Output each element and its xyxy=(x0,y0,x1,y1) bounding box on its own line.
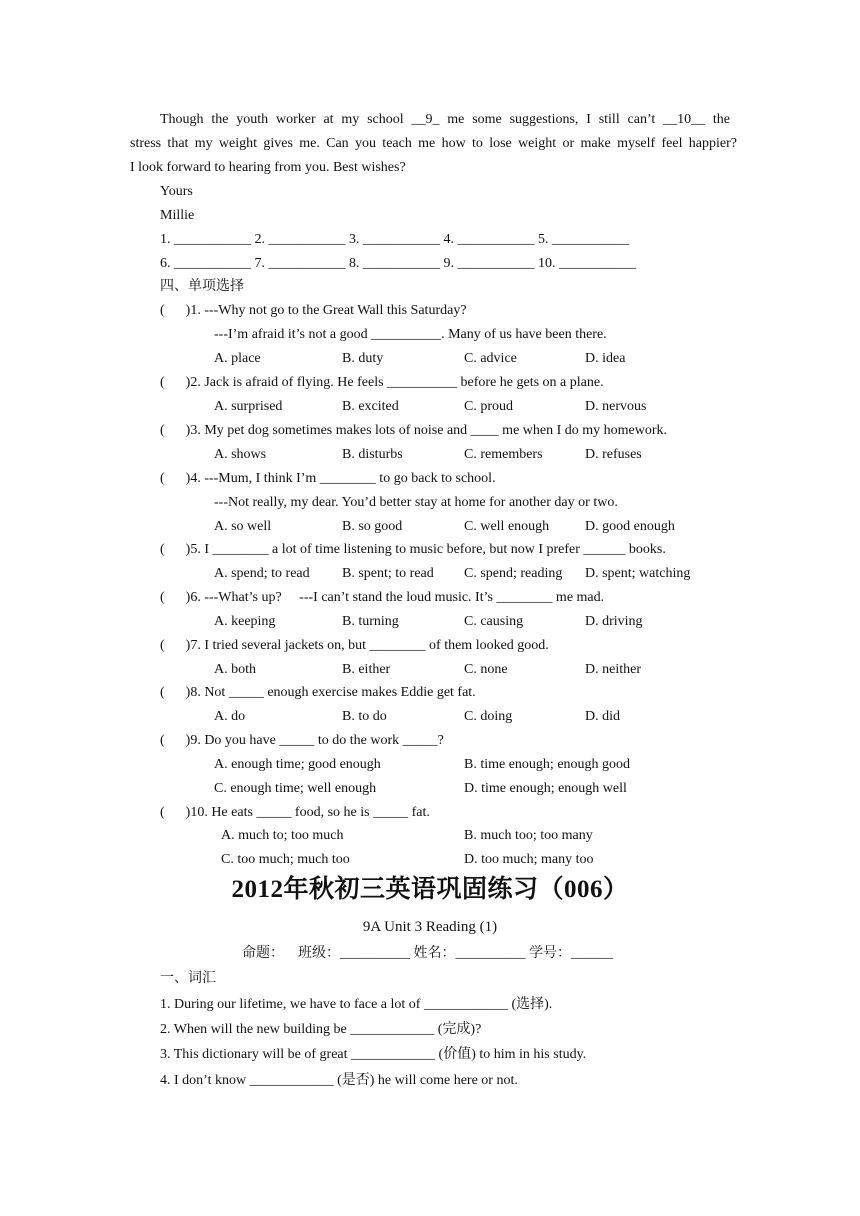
question-7-option-a: A. both xyxy=(214,662,256,677)
question-4-stem: ( )4. ---Mum, I think I’m ________ to go back to school. xyxy=(160,471,496,486)
question-9-option-a: A. enough time; good enough xyxy=(214,757,381,772)
question-6-option-d: D. driving xyxy=(585,614,643,629)
question-10-option-c: C. too much; much too xyxy=(221,852,350,867)
question-9-stem: ( )9. Do you have _____ to do the work _____? xyxy=(160,733,444,748)
question-7-stem: ( )7. I tried several jackets on, but ________ of them looked good. xyxy=(160,638,549,653)
exercise-subtitle: 9A Unit 3 Reading (1) xyxy=(362,919,498,935)
question-2-option-d: D. nervous xyxy=(585,399,647,414)
question-3-stem: ( )3. My pet dog sometimes makes lots of noise and ____ me when I do my homework. xyxy=(160,423,668,438)
question-8-option-b: B. to do xyxy=(342,709,387,724)
question-9-option-d: D. time enough; enough well xyxy=(464,781,627,796)
letter-line-3: I look forward to hearing from you. Best wishes? xyxy=(130,160,406,175)
question-1-extra: ---I’m afraid it’s not a good __________. Many of us have been there. xyxy=(214,327,607,342)
question-1-option-d: D. idea xyxy=(585,351,626,366)
question-2-option-a: A. surprised xyxy=(214,399,283,414)
answer-blanks-row-2: 6. ___________ 7. ___________ 8. ___________ 9. ___________ 10. ___________ xyxy=(160,256,636,271)
section-1-heading: 一、词汇 xyxy=(160,971,216,986)
letter-line-2: stress that my weight gives me. Can you teach me how to lose weight or make myself feel happier? xyxy=(130,136,737,151)
question-8-stem: ( )8. Not _____ enough exercise makes Eddie get fat. xyxy=(160,685,476,700)
question-10-option-d: D. too much; many too xyxy=(464,852,594,867)
question-4-option-c: C. well enough xyxy=(464,519,550,534)
question-5-stem: ( )5. I ________ a lot of time listening to music before, but now I prefer ______ books. xyxy=(160,542,666,557)
question-5-option-d: D. spent; watching xyxy=(585,566,691,581)
question-4-option-b: B. so good xyxy=(342,519,403,534)
question-7-option-b: B. either xyxy=(342,662,391,677)
question-3-option-d: D. refuses xyxy=(585,447,642,462)
vocab-item-2: 2. When will the new building be ____________ (完成)? xyxy=(160,1022,482,1037)
question-4-option-a: A. so well xyxy=(214,519,272,534)
question-3-option-b: B. disturbs xyxy=(342,447,403,462)
question-5-option-c: C. spend; reading xyxy=(464,566,563,581)
question-5-option-b: B. spent; to read xyxy=(342,566,434,581)
question-5-option-a: A. spend; to read xyxy=(214,566,310,581)
question-9-option-c: C. enough time; well enough xyxy=(214,781,377,796)
question-2-option-b: B. excited xyxy=(342,399,399,414)
question-1-stem: ( )1. ---Why not go to the Great Wall this Saturday? xyxy=(160,303,467,318)
question-8-option-a: A. do xyxy=(214,709,246,724)
question-10-stem: ( )10. He eats _____ food, so he is _____ fat. xyxy=(160,805,430,820)
question-2-option-c: C. proud xyxy=(464,399,513,414)
question-3-option-a: A. shows xyxy=(214,447,267,462)
letter-line-1: Though the youth worker at my school __9_ me some suggestions, I still can’t __10__ the xyxy=(160,112,730,127)
question-3-option-c: C. remembers xyxy=(464,447,543,462)
question-1-option-c: C. advice xyxy=(464,351,517,366)
vocab-item-3: 3. This dictionary will be of great ____________ (价值) to him in his study. xyxy=(160,1047,587,1062)
question-7-option-c: C. none xyxy=(464,662,508,677)
question-1-option-b: B. duty xyxy=(342,351,384,366)
letter-closing: Yours xyxy=(160,184,193,199)
vocab-item-1: 1. During our lifetime, we have to face a lot of ____________ (选择). xyxy=(160,997,553,1012)
question-8-option-c: C. doing xyxy=(464,709,513,724)
question-9-option-b: B. time enough; enough good xyxy=(464,757,631,772)
question-6-option-b: B. turning xyxy=(342,614,399,629)
exercise-title: 2012年秋初三英语巩固练习（006） xyxy=(231,876,629,903)
letter-signature: Millie xyxy=(160,208,195,223)
question-4-extra: ---Not really, my dear. You’d better stay at home for another day or two. xyxy=(214,495,618,510)
question-6-option-a: A. keeping xyxy=(214,614,276,629)
question-7-option-d: D. neither xyxy=(585,662,641,677)
question-6-stem: ( )6. ---What’s up? ---I can’t stand the loud music. It’s ________ me mad. xyxy=(160,590,605,605)
question-8-option-d: D. did xyxy=(585,709,620,724)
question-4-option-d: D. good enough xyxy=(585,519,675,534)
question-6-option-c: C. causing xyxy=(464,614,524,629)
vocab-item-4: 4. I don’t know ____________ (是否) he will come here or not. xyxy=(160,1073,518,1088)
question-10-option-a: A. much to; too much xyxy=(221,828,344,843)
section-4-heading: 四、单项选择 xyxy=(160,279,244,294)
student-info-line: 命题： 班级：__________ 姓名：__________ 学号：______ xyxy=(242,946,613,961)
question-10-option-b: B. much too; too many xyxy=(464,828,593,843)
answer-blanks-row-1: 1. ___________ 2. ___________ 3. ___________ 4. ___________ 5. ___________ xyxy=(160,232,629,247)
question-1-option-a: A. place xyxy=(214,351,261,366)
question-2-stem: ( )2. Jack is afraid of flying. He feels __________ before he gets on a plane. xyxy=(160,375,604,390)
